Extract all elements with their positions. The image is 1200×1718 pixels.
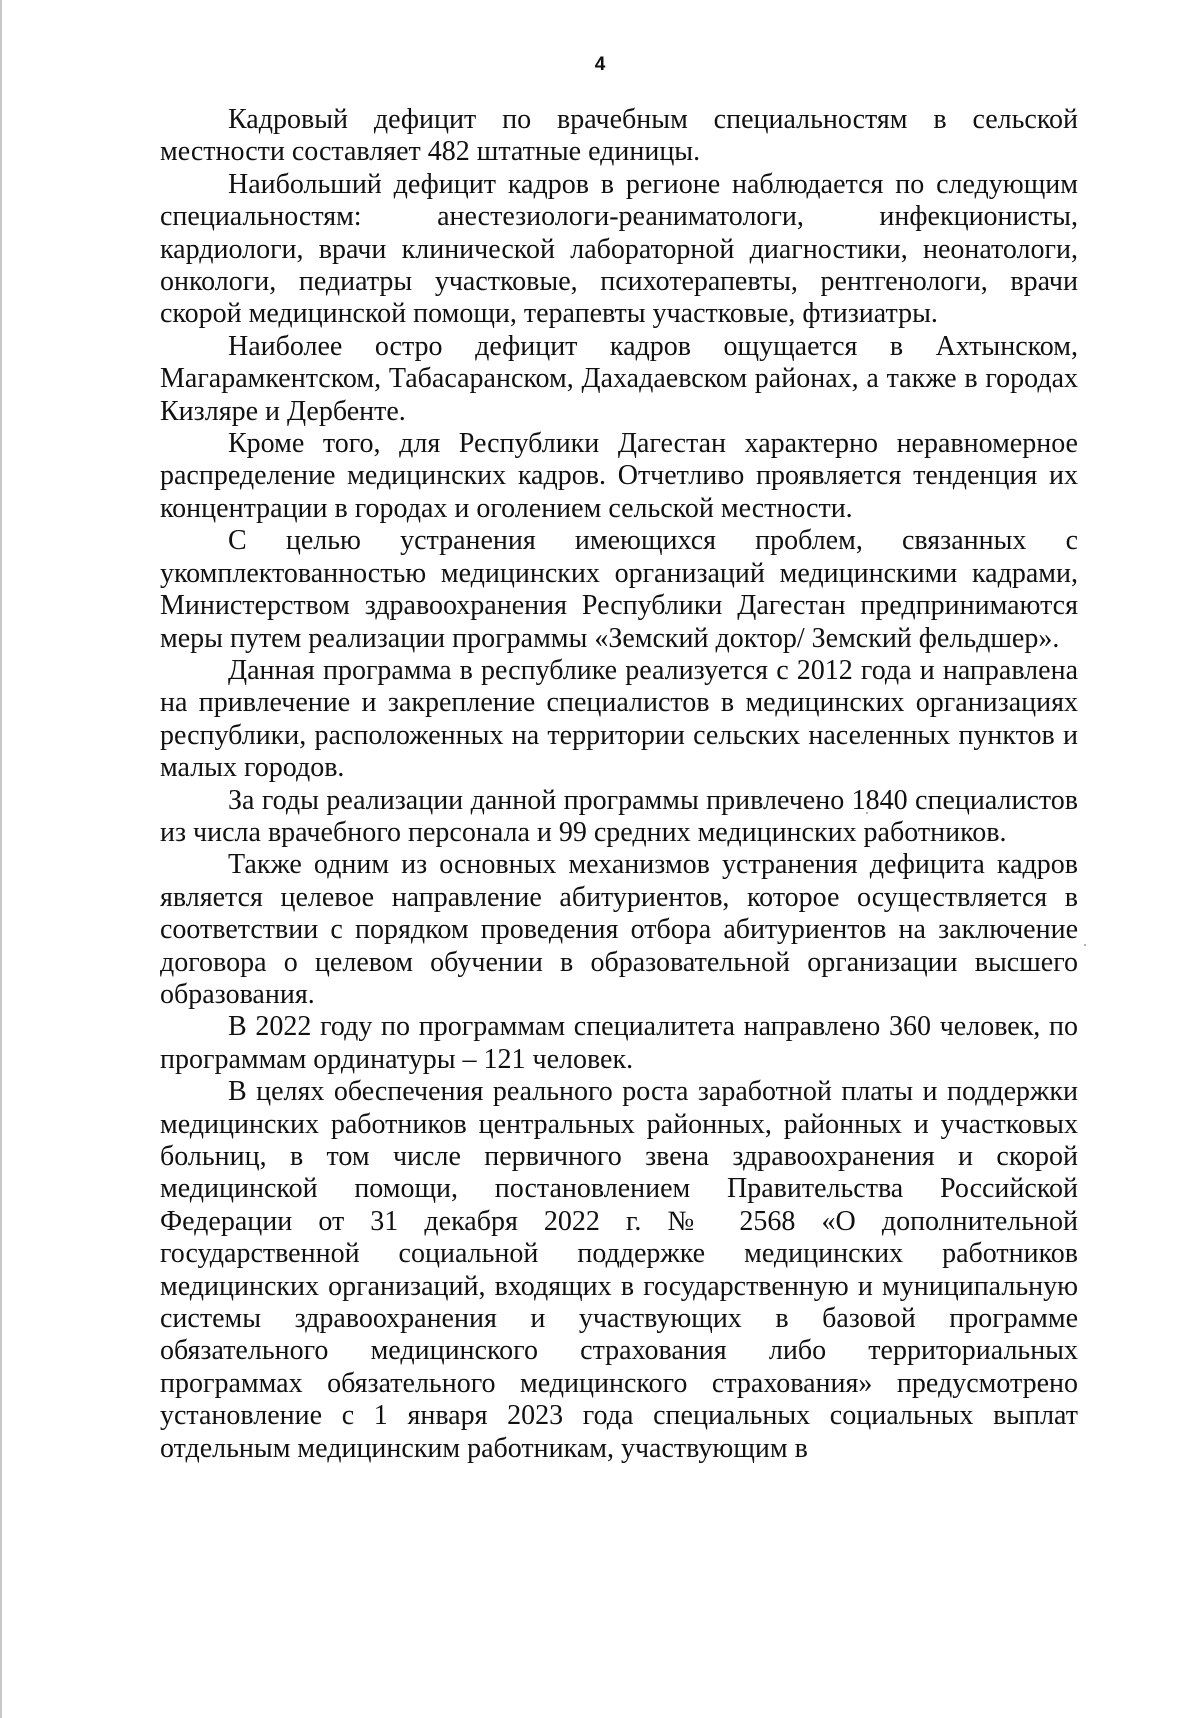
page-number: 4 (594, 54, 606, 75)
paragraph-social-payments: В целях обеспечения реального роста заработной платы и поддержки медицинских работников центральных районных, районных и участковых больниц, в том числе первичного звена здравоохранения и скорой медицинской помощи, постановлением Правительства Российской Федерации от 31 декабря 2022 г. № 2568 «О дополнительной государственной социальной поддержке медицинских работников медицинских организаций, входящих в государственную и муниципальную системы здравоохранения и участвующих в базовой программе обязательного медицинского страхования либо территориальных программах обязательного медицинского страхования» предусмотрено установление с 1 января 2023 года специальных социальных выплат отдельным медицинским работникам, участвующим в (160, 1076, 1078, 1464)
paragraph-2022-admissions: В 2022 году по программам специалитета направлено 360 человек, по программам ординатуры – 121 человек. (160, 1011, 1078, 1075)
paragraph-acute-districts: Наиболее остро дефицит кадров ощущается в Ахтынском, Магарамкентском, Табасаранском, Дахадаевском районах, а также в городах Кизляре и Дербенте. (160, 330, 1078, 427)
paragraph-uneven-distribution: Кроме того, для Республики Дагестан характерно неравномерное распределение медицинских кадров. Отчетливо проявляется тенденция их концентрации в городах и оголением сельской местности. (160, 428, 1078, 524)
scan-left-edge (0, 0, 2, 1718)
scan-speck (1084, 944, 1086, 946)
paragraph-attracted-specialists: За годы реализации данной программы привлечено 1840 специалистов из числа врачебного персонала и 99 средних медицинских работников. (160, 784, 1078, 848)
paragraph-targeted-admission: Также одним из основных механизмов устранения дефицита кадров является целевое направление абитуриентов, которое осуществляется в соответствии с порядком проведения отбора абитуриентов на заключение договора о целевом обучении в образовательной организации высшего образования. (160, 849, 1078, 1010)
paragraph-specialties-deficit: Наибольший дефицит кадров в регионе наблюдается по следующим специальностям: анестезиологи-реаниматологи, инфекционисты, кардиологи, врачи клинической лабораторной диагностики, неонатологи, онкологи, педиатры участковые, психотерапевты, рентгенологи, врачи скорой медицинской помощи, терапевты участковые, фтизиатры. (160, 168, 1078, 330)
paragraph-rural-deficit: Кадровый дефицит по врачебным специальностям в сельской местности составляет 482 штатные единицы. (160, 104, 1078, 168)
paragraph-zemsky-doctor-program: С целью устранения имеющихся проблем, связанных с укомплектованностью медицинских организаций медицинскими кадрами, Министерством здравоохранения Республики Дагестан предпринимаются меры путем реализации программы «Земский доктор/ Земский фельдшер». (160, 525, 1078, 654)
document-body (160, 104, 1078, 1465)
paragraph-program-since-2012: Данная программа в республике реализуется с 2012 года и направлена на привлечение и закрепление специалистов в медицинских организациях республики, расположенных на территории сельских населенных пунктов и малых городов. (160, 654, 1078, 784)
